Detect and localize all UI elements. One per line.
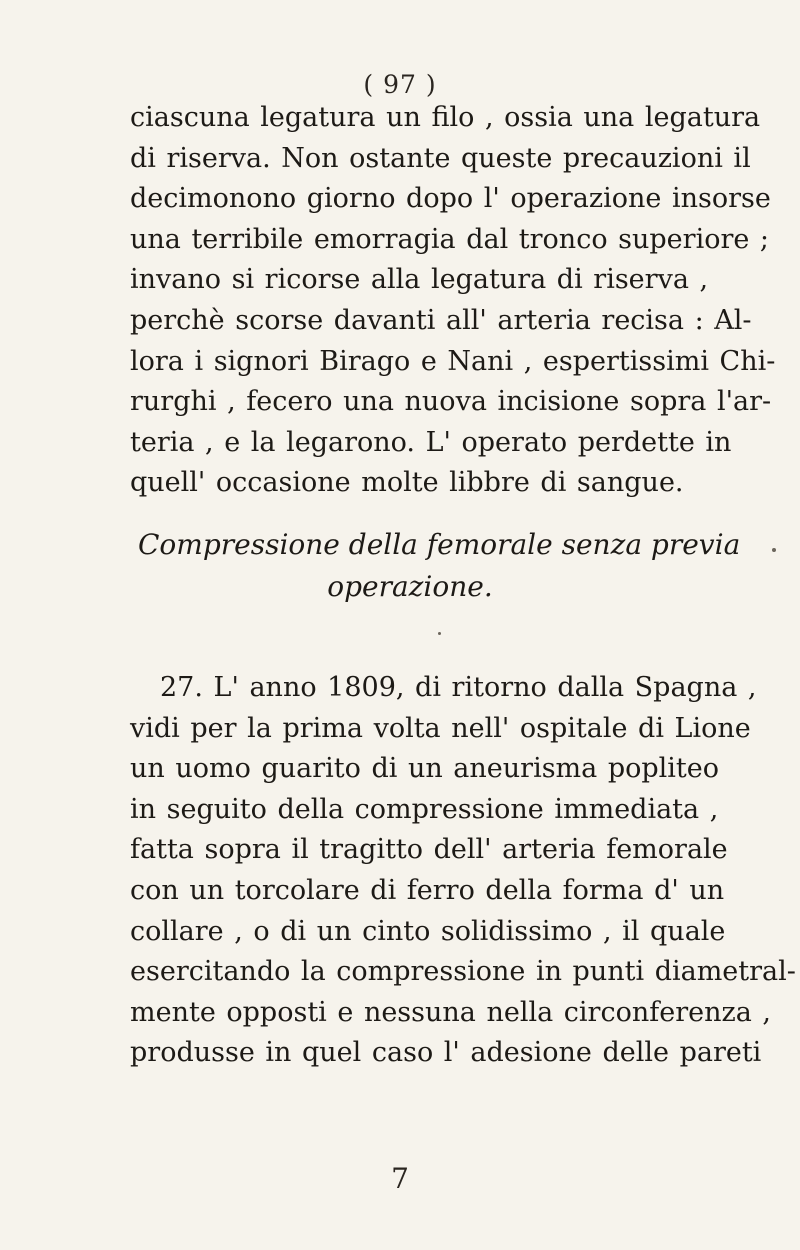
text-line: invano si ricorse alla legatura di riserva , xyxy=(130,264,709,296)
text-line: un uomo guarito di un aneurisma popliteo xyxy=(130,753,720,785)
text-line: ciascuna legatura un filo , ossia una legatura xyxy=(130,102,761,133)
section-heading-line-1: Compressione della femorale senza previa xyxy=(138,528,741,561)
text-line: fatta sopra il tragitto dell' arteria femorale xyxy=(130,834,728,866)
text-line: con un torcolare di ferro della forma d' un xyxy=(130,874,725,906)
text-line: vidi per la prima volta nell' ospitale di Lione xyxy=(130,712,751,744)
paragraph-1 xyxy=(130,98,776,504)
signature-mark: 7 xyxy=(391,1162,409,1195)
text-line: lora i signori Birago e Nani , espertissimi Chi- xyxy=(130,345,776,377)
paper-speck xyxy=(438,632,441,635)
text-line: esercitando la compressione in punti diametral- xyxy=(130,956,796,988)
text-line: di riserva. Non ostante queste precauzioni il xyxy=(130,142,751,174)
paragraph-2 xyxy=(130,668,796,1074)
section-heading xyxy=(130,524,741,608)
text-line: 27. L' anno 1809, di ritorno dalla Spagna , xyxy=(160,672,757,703)
text-line: una terribile emorragia dal tronco superiore ; xyxy=(130,223,770,255)
text-line: in seguito della compressione immediata , xyxy=(130,793,719,825)
text-line: decimonono giorno dopo l' operazione insorse xyxy=(130,183,771,215)
text-line: perchè scorse davanti all' arteria recisa : Al- xyxy=(130,304,752,336)
text-line: collare , o di un cinto solidissimo , il quale xyxy=(130,915,726,947)
text-line: produsse in quel caso l' adesione delle pareti xyxy=(130,1037,762,1069)
page-number: ( 97 ) xyxy=(363,70,437,99)
text-line: teria , e la legarono. L' operato perdette in xyxy=(130,426,732,458)
text-line: mente opposti e nessuna nella circonferenza , xyxy=(130,996,771,1028)
text-line: rurghi , fecero una nuova incisione sopra l'ar- xyxy=(130,386,772,418)
section-heading-line-2: operazione. xyxy=(327,570,493,603)
paper-speck xyxy=(772,548,776,552)
text-line: quell' occasione molte libbre di sangue. xyxy=(130,467,684,499)
